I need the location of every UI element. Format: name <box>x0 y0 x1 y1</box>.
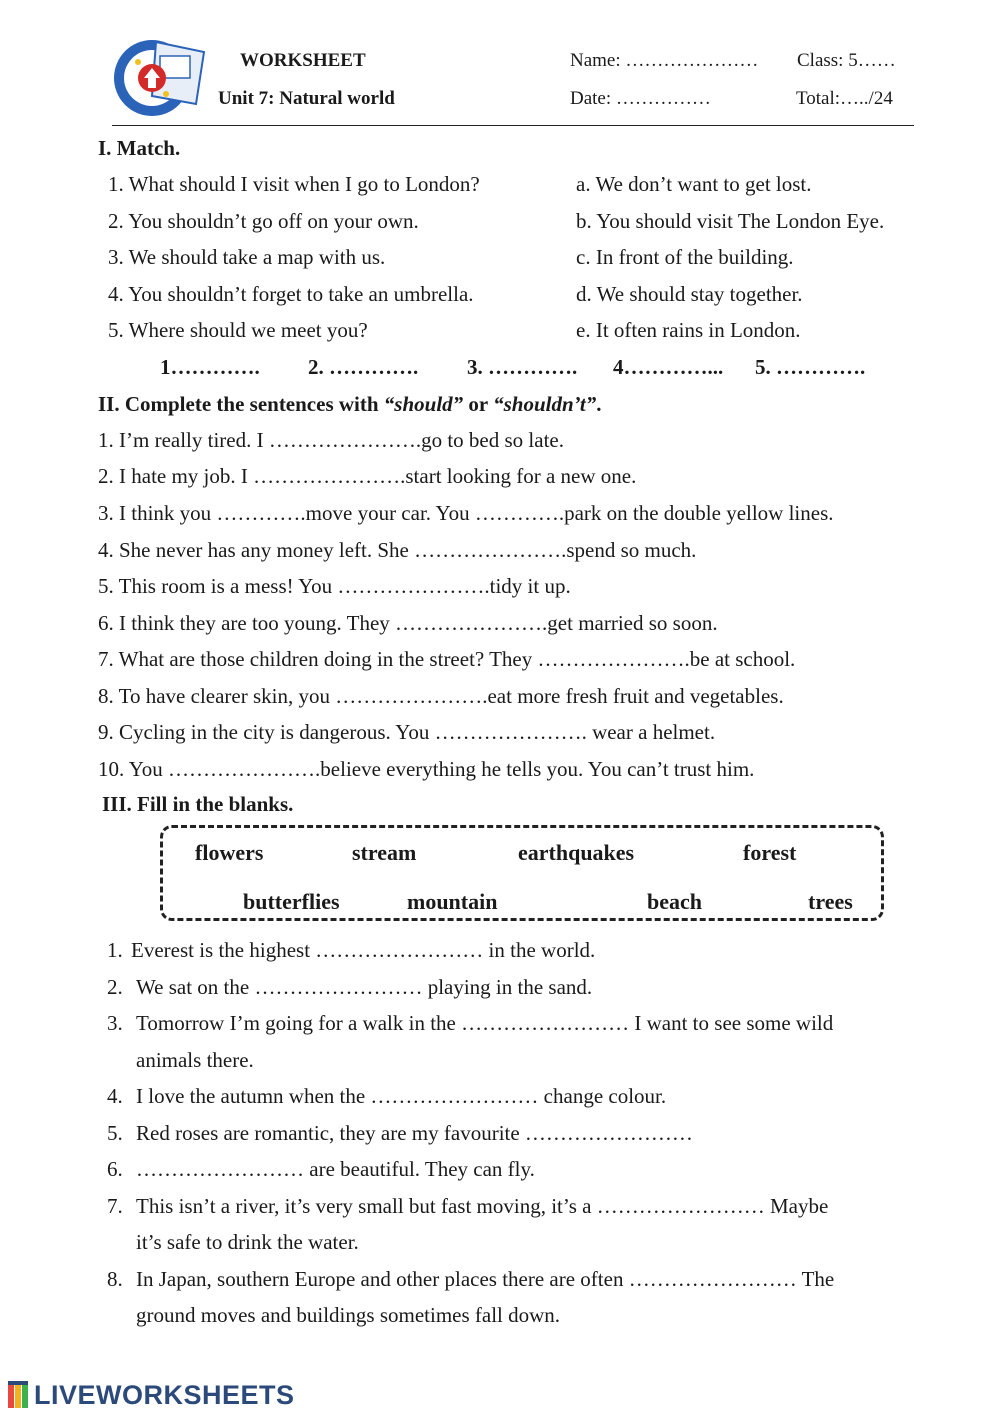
sentence-item[interactable]: 4. She never has any money left. She ………………….spend so much. <box>98 538 697 562</box>
fill-item-number: 2. <box>107 975 123 999</box>
name-field[interactable]: Name: ………………… <box>570 50 759 71</box>
fill-item-number: 7. <box>107 1194 123 1218</box>
word-bank-item: earthquakes <box>518 840 635 865</box>
total-field: Total:…../24 <box>796 88 893 109</box>
match-answer: e. It often rains in London. <box>576 318 801 342</box>
match-answer-blank[interactable]: 4…………... <box>613 355 724 379</box>
section-3-heading: III. Fill in the blanks. <box>102 792 294 816</box>
match-answer-blank[interactable]: 1…………. <box>160 355 260 379</box>
fill-item-text[interactable]: We sat on the …………………… playing in the sand. <box>136 975 593 999</box>
match-question: 5. Where should we meet you? <box>108 318 368 342</box>
date-field[interactable]: Date: …………… <box>570 88 711 109</box>
match-answer-blank[interactable]: 5. …………. <box>755 355 866 379</box>
match-answer: a. We don’t want to get lost. <box>576 172 812 196</box>
section-2-heading-end: . <box>596 392 602 416</box>
sentence-item[interactable]: 9. Cycling in the city is dangerous. You …………………. wear a helmet. <box>98 720 716 744</box>
section-2-heading <box>98 392 601 417</box>
fill-item-text[interactable]: I love the autumn when the …………………… change colour. <box>136 1084 667 1108</box>
keyword-should: “should” <box>383 392 464 416</box>
unit-title: Unit 7: Natural world <box>218 88 395 109</box>
sentence-item[interactable]: 2. I hate my job. I ………………….start looking for a new one. <box>98 464 637 488</box>
liveworksheets-brand[interactable]: LIVEWORKSHEETS <box>34 1380 295 1410</box>
fill-item-number: 5. <box>107 1121 123 1145</box>
fill-item-text[interactable]: Tomorrow I’m going for a walk in the …………………… I want to see some wild <box>136 1011 834 1035</box>
word-bank-item: stream <box>352 840 417 865</box>
word-bank-item: butterflies <box>243 889 340 914</box>
school-logo-icon <box>108 34 208 120</box>
sentence-item[interactable]: 7. What are those children doing in the street? They ………………….be at school. <box>98 647 796 671</box>
sentence-item[interactable]: 3. I think you ………….move your car. You ………….park on the double yellow lines. <box>98 501 834 525</box>
word-bank-item: beach <box>647 889 702 914</box>
match-question: 1. What should I visit when I go to London? <box>108 172 480 196</box>
match-question: 4. You shouldn’t forget to take an umbrella. <box>108 282 474 306</box>
header-divider <box>112 125 914 126</box>
word-bank-item: forest <box>743 840 797 865</box>
fill-item-number: 8. <box>107 1267 123 1291</box>
section-1-heading: I. Match. <box>98 136 181 160</box>
fill-item-continuation: ground moves and buildings sometimes fall down. <box>136 1303 561 1327</box>
sentence-item[interactable]: 5. This room is a mess! You ………………….tidy it up. <box>98 574 571 598</box>
match-question: 2. You shouldn’t go off on your own. <box>108 209 419 233</box>
word-bank-item: mountain <box>407 889 498 914</box>
fill-item-text[interactable]: …………………… are beautiful. They can fly. <box>136 1157 535 1181</box>
fill-item-continuation: animals there. <box>136 1048 254 1072</box>
fill-item-text[interactable]: Everest is the highest …………………… in the world. <box>131 938 596 962</box>
class-field[interactable]: Class: 5…… <box>797 50 896 71</box>
fill-item-number: 1. <box>107 938 123 962</box>
section-2-heading-or: or <box>463 392 494 416</box>
fill-item-number: 4. <box>107 1084 123 1108</box>
match-question: 3. We should take a map with us. <box>108 245 386 269</box>
fill-item-text[interactable]: This isn’t a river, it’s very small but fast moving, it’s a …………………… Maybe <box>136 1194 829 1218</box>
word-bank-item: flowers <box>195 840 264 865</box>
match-answer: c. In front of the building. <box>576 245 794 269</box>
fill-item-continuation: it’s safe to drink the water. <box>136 1230 359 1254</box>
sentence-item[interactable]: 10. You ………………….believe everything he tells you. You can’t trust him. <box>98 757 755 781</box>
match-answer: d. We should stay together. <box>576 282 803 306</box>
match-answer-blank[interactable]: 2. …………. <box>308 355 419 379</box>
liveworksheets-logo-icon <box>6 1378 34 1412</box>
keyword-shouldnt: “shouldn’t” <box>493 392 597 416</box>
fill-item-text[interactable]: Red roses are romantic, they are my favourite …………………… <box>136 1121 693 1145</box>
sentence-item[interactable]: 1. I’m really tired. I ………………….go to bed so late. <box>98 428 564 452</box>
fill-item-text[interactable]: In Japan, southern Europe and other places there are often …………………… The <box>136 1267 835 1291</box>
sentence-item[interactable]: 6. I think they are too young. They ………………….get married so soon. <box>98 611 718 635</box>
fill-item-number: 6. <box>107 1157 123 1181</box>
sentence-item[interactable]: 8. To have clearer skin, you ………………….eat more fresh fruit and vegetables. <box>98 684 784 708</box>
match-answer-blank[interactable]: 3. …………. <box>467 355 578 379</box>
worksheet-title: WORKSHEET <box>240 50 366 71</box>
word-bank-item: trees <box>808 889 853 914</box>
match-answer: b. You should visit The London Eye. <box>576 209 885 233</box>
fill-item-number: 3. <box>107 1011 123 1035</box>
section-2-heading-text: II. Complete the sentences with <box>98 392 384 416</box>
